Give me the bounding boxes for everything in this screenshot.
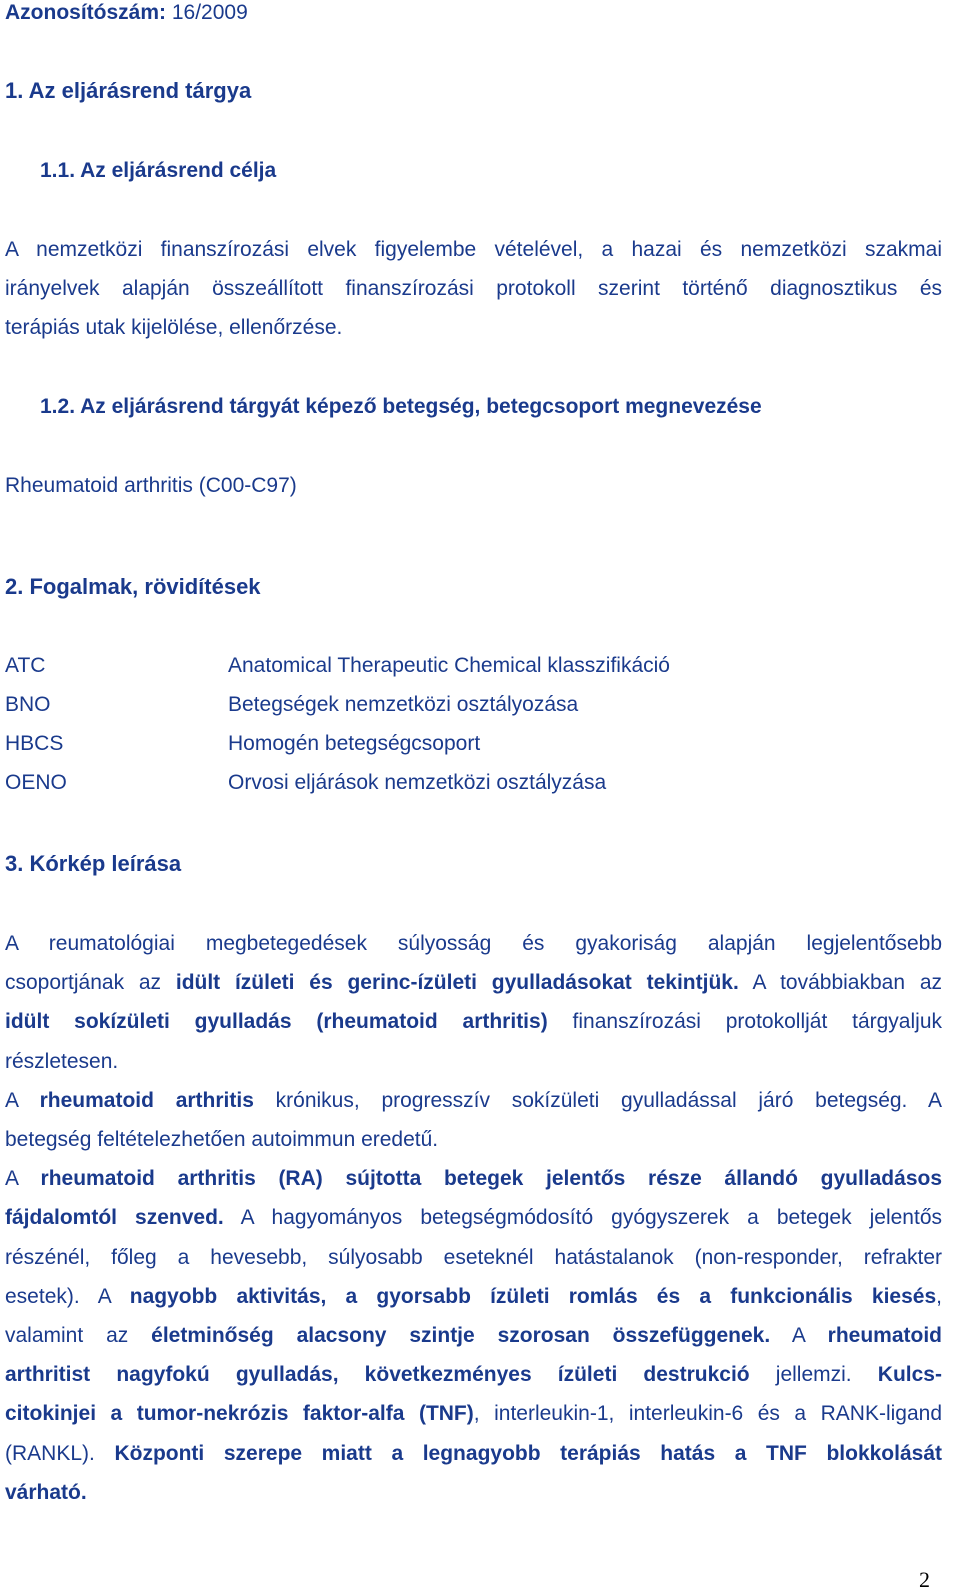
document-id-value: 16/2009 xyxy=(166,1,248,24)
paragraph-line xyxy=(5,1441,942,1467)
paragraph-line xyxy=(5,931,942,957)
paragraph-line: A nemzetközi finanszírozási elvek figyelembe vételével, a hazai és nemzetközi szakmai xyxy=(5,238,942,261)
paragraph-line xyxy=(5,1480,942,1506)
emphasized-text: rheumatoid arthritis xyxy=(39,1089,254,1112)
paragraph-line xyxy=(5,1362,942,1388)
section-1-2-heading: 1.2. Az eljárásrend tárgyát képező betegség, betegcsoport megnevezése xyxy=(40,395,762,418)
text-run: jellemzi. xyxy=(749,1363,878,1386)
emphasized-text: várható. xyxy=(5,1481,87,1504)
text-run: krónikus, progresszív sokízületi gyulladással járó betegség. A xyxy=(253,1089,942,1112)
paragraph-line xyxy=(5,1166,942,1192)
abbreviation-term: OENO xyxy=(5,771,67,794)
emphasized-text: Központi szerepe miatt a legnagyobb terápiás hatás a TNF blokkolását xyxy=(114,1442,942,1465)
text-run: A reumatológiai megbetegedések súlyosság és gyakoriság alapján legjelentősebb xyxy=(5,932,942,955)
document-id-label: Azonosítószám: xyxy=(5,1,167,24)
section-1-1-heading: 1.1. Az eljárásrend célja xyxy=(40,159,277,182)
text-run: A xyxy=(5,1167,41,1190)
paragraph-line xyxy=(5,1049,942,1075)
abbreviation-term: HBCS xyxy=(5,732,64,755)
emphasized-text: idült ízületi és gerinc-ízületi gyulladásokat tekintjük. xyxy=(175,971,739,994)
abbreviation-definition: Anatomical Therapeutic Chemical klasszifikáció xyxy=(228,654,670,677)
abbreviation-definition: Orvosi eljárások nemzetközi osztályzása xyxy=(228,771,607,794)
disease-name: Rheumatoid arthritis (C00-C97) xyxy=(5,474,297,497)
section-1-heading: 1. Az eljárásrend tárgya xyxy=(5,78,252,103)
text-run: esetek). A xyxy=(5,1285,130,1308)
text-run: A xyxy=(5,1089,40,1112)
text-run: , xyxy=(936,1285,942,1308)
paragraph-line xyxy=(5,1245,942,1271)
paragraph-line xyxy=(5,1009,942,1035)
paragraph-line: irányelvek alapján összeállított finanszírozási protokoll szerint történő diagnosztikus és xyxy=(5,277,942,300)
emphasized-text: rheumatoid xyxy=(827,1324,943,1347)
abbreviation-term: BNO xyxy=(5,693,51,716)
page-number: 2 xyxy=(919,1567,930,1592)
paragraph-line xyxy=(5,1284,942,1310)
paragraph-line xyxy=(5,1088,942,1114)
text-run: (RANKL). xyxy=(5,1442,115,1465)
text-run: valamint az xyxy=(5,1324,152,1347)
text-run: A továbbiakban az xyxy=(738,971,942,994)
paragraph-line xyxy=(5,1205,942,1231)
emphasized-text: fájdalomtól szenved. xyxy=(5,1206,224,1229)
abbreviation-term: ATC xyxy=(5,654,46,677)
section-3-heading: 3. Kórkép leírása xyxy=(5,851,182,876)
paragraph-line xyxy=(5,1401,942,1427)
emphasized-text: Kulcs- xyxy=(877,1363,942,1386)
paragraph-line xyxy=(5,1323,942,1349)
text-run: A xyxy=(770,1324,828,1347)
text-run: betegség feltételezhetően autoimmun eredetű. xyxy=(5,1128,439,1151)
text-run: részénél, főleg a hevesebb, súlyosabb eseteknél hatástalanok (non-responder, refrakter xyxy=(5,1246,942,1269)
text-run: A hagyományos betegségmódosító gyógyszerek a betegek jelentős xyxy=(223,1206,943,1229)
text-run: csoportjának az xyxy=(5,971,176,994)
section-2-heading: 2. Fogalmak, rövidítések xyxy=(5,574,261,599)
emphasized-text: rheumatoid arthritis (RA) sújtotta betegek jelentős része állandó gyulladásos xyxy=(40,1167,943,1190)
text-run: részletesen. xyxy=(5,1050,119,1073)
emphasized-text: citokinjei a tumor-nekrózis faktor-alfa (TNF) xyxy=(5,1402,474,1425)
abbreviation-definition: Homogén betegségcsoport xyxy=(228,732,481,755)
paragraph-line xyxy=(5,1127,942,1153)
text-run: , interleukin-1, interleukin-6 és a RANK-ligand xyxy=(473,1402,943,1425)
emphasized-text: idült sokízületi gyulladás (rheumatoid arthritis) xyxy=(5,1010,548,1033)
abbreviation-definition: Betegségek nemzetközi osztályozása xyxy=(228,693,579,716)
paragraph-line xyxy=(5,970,942,996)
document-id xyxy=(5,0,942,26)
text-run: finanszírozási protokollját tárgyaljuk xyxy=(547,1010,942,1033)
emphasized-text: nagyobb aktivitás, a gyorsabb ízületi romlás és a funkcionális kiesés xyxy=(129,1285,937,1308)
emphasized-text: arthritist nagyfokú gyulladás, következményes ízületi destrukció xyxy=(5,1363,750,1386)
paragraph-line: terápiás utak kijelölése, ellenőrzése. xyxy=(5,316,343,339)
emphasized-text: életminőség alacsony szintje szorosan összefüggenek. xyxy=(151,1324,771,1347)
